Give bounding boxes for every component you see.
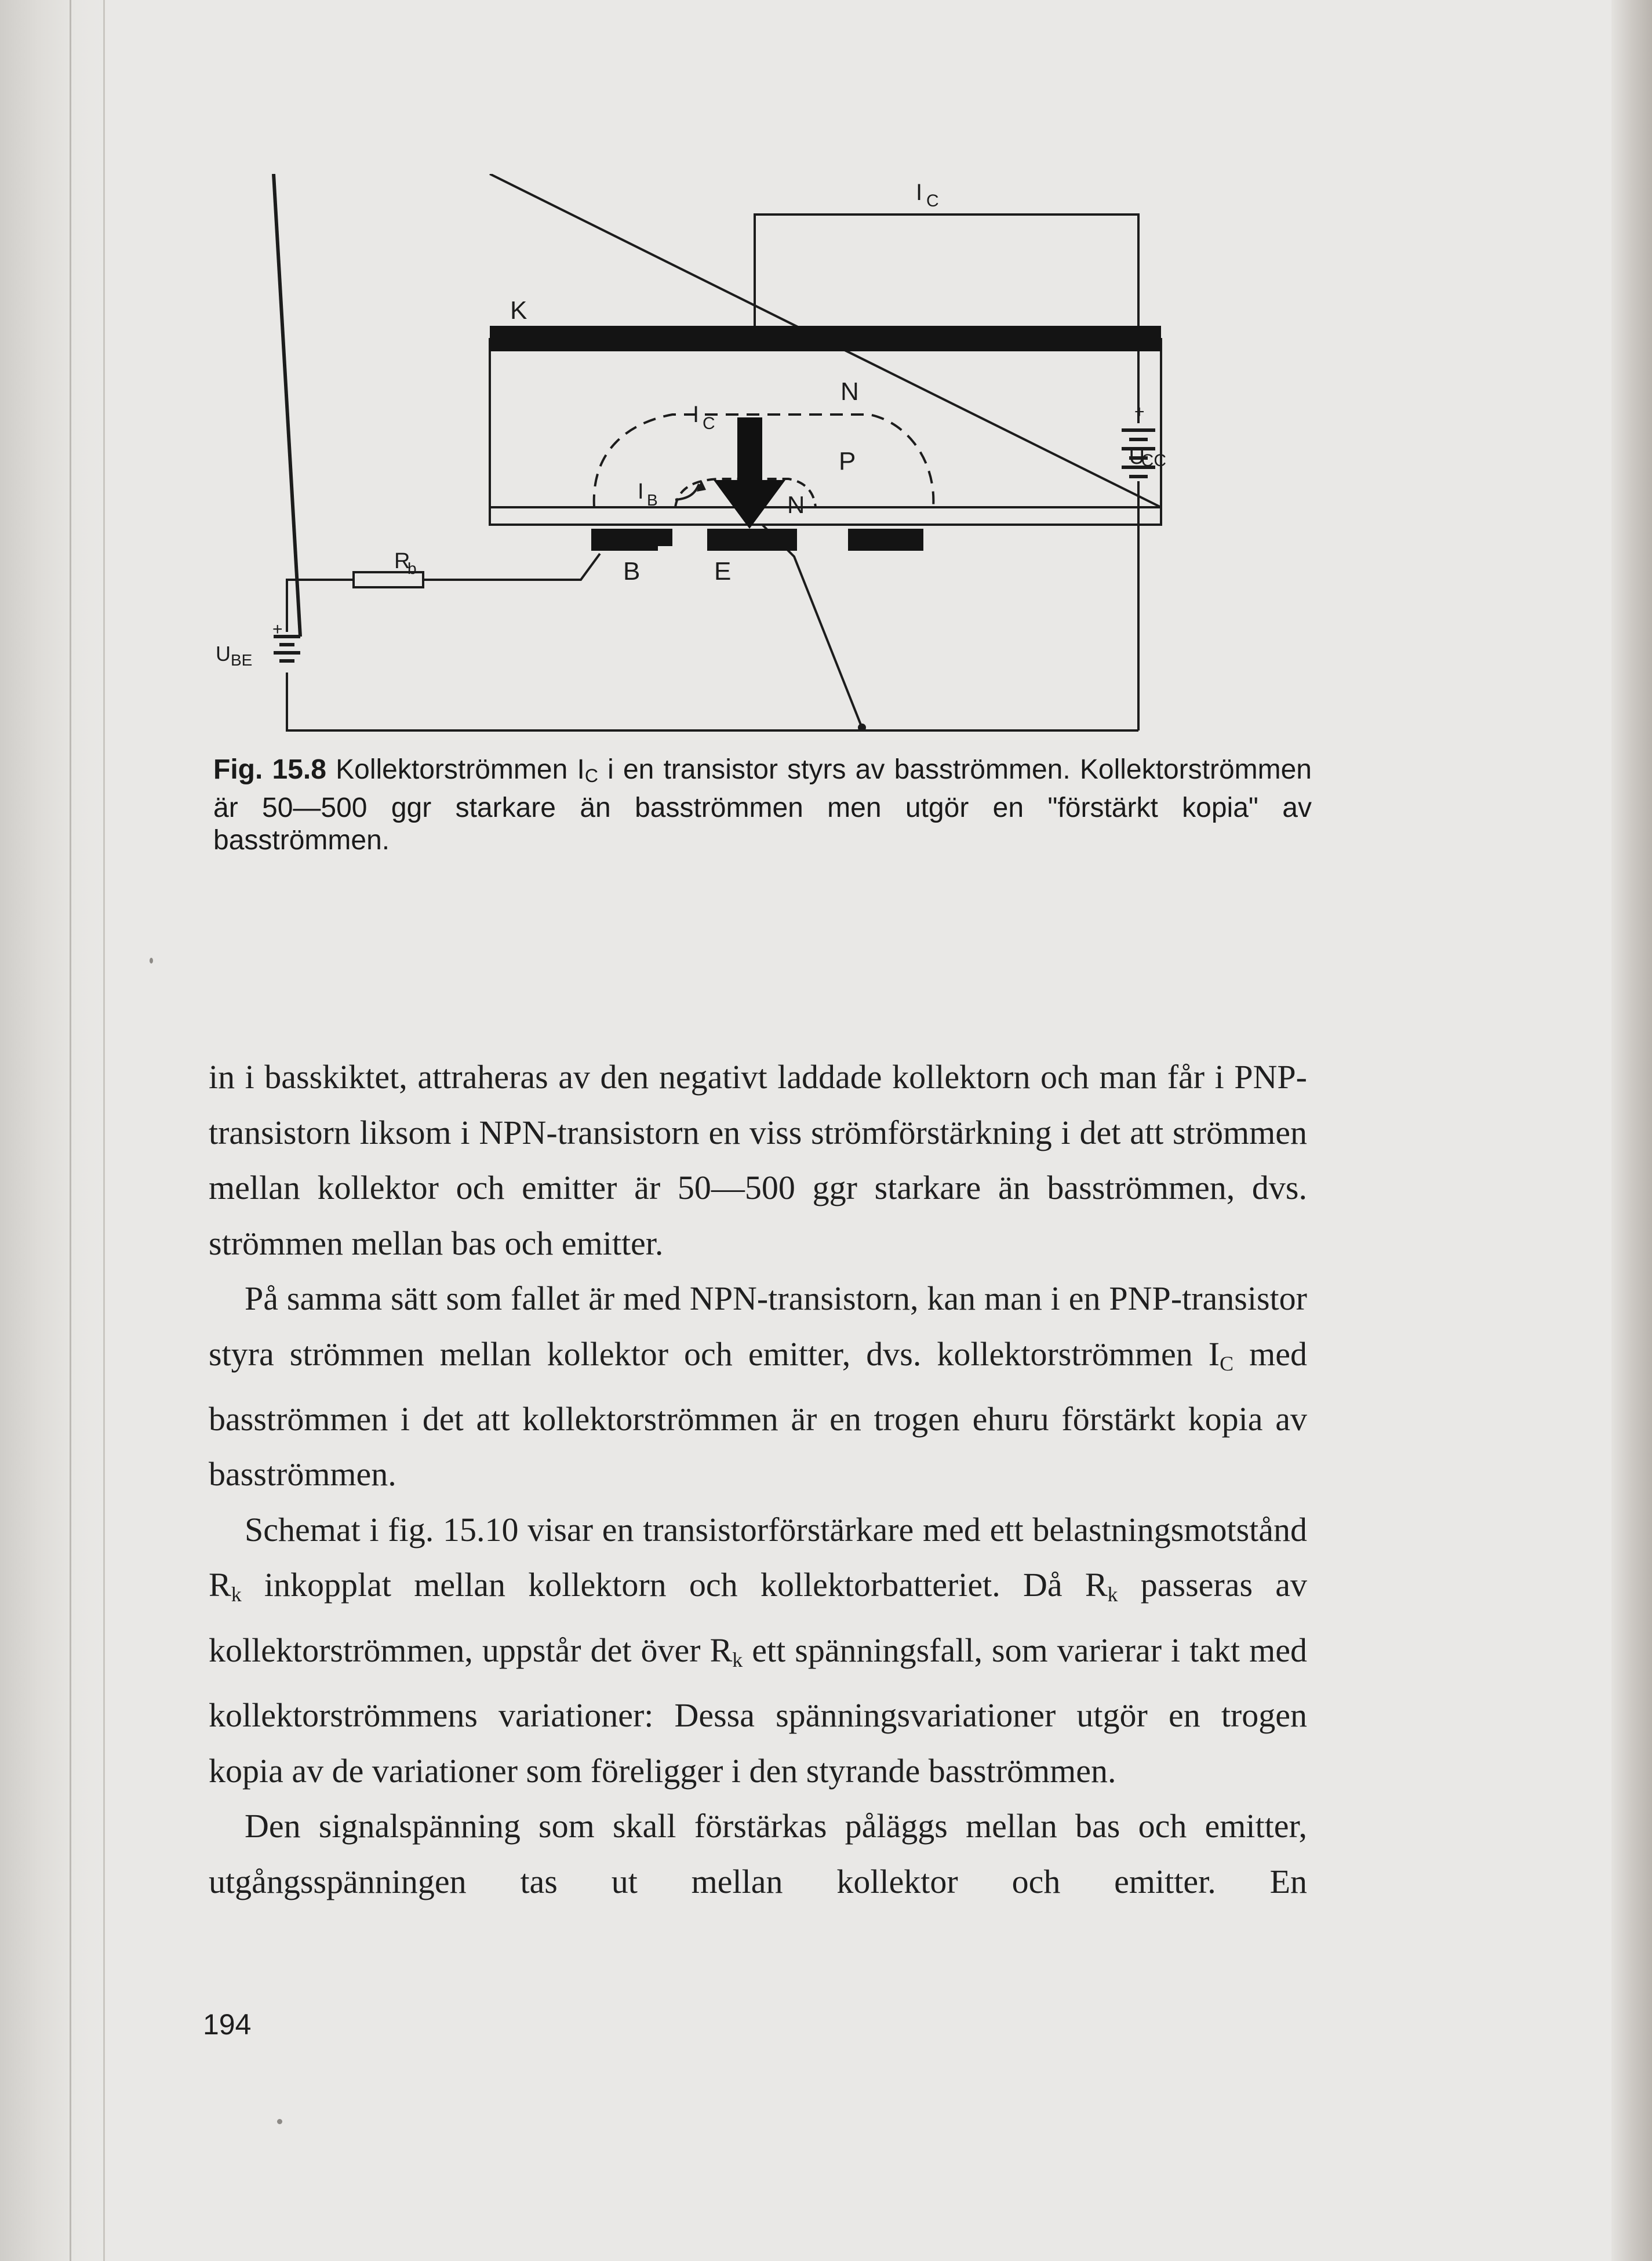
- gutter-line: [103, 0, 105, 2261]
- paragraph-3: Schemat i fig. 15.10 visar en transistorförstärkare med ett belastningsmotstånd $R_k$ inkopplat mellan kollektorn och kollektorbatteriet. Då $R_k$ passeras av kollektorströmmen, uppstår det över $R_k$ ett spänningsfall, som varierar i takt med kollektorströmmens variationer: Dessa spänningsvariationer utgör en trogen kopia av de variationer som föreligger i den styrande basströmmen.: [209, 1510, 1307, 1790]
- caption-text-cont: i en transistor styrs av basströmmen. Kollektorströmmen är 50—500 ggr starkare än basströmmen men utgör en "förstärkt kopia" av basströmmen.: [213, 754, 1312, 856]
- figure-number: Fig. 15.8: [213, 754, 326, 785]
- speck: [150, 958, 153, 964]
- label-ib: I: [638, 479, 644, 504]
- label-b: B: [623, 557, 641, 586]
- figure-caption: Fig. 15.8 Kollektorströmmen IC i en transistor styrs av basströmmen. Kollektorströmmen är 50—500 ggr starkare än basströmmen men utgör en "förstärkt kopia" av basströmmen.: [213, 754, 1312, 856]
- label-rb: R: [394, 549, 410, 573]
- paragraph-4: Den signalspänning som skall förstärkas påläggs mellan bas och emitter, utgångsspänningen tas ut mellan kollektor och emitter. En: [209, 1807, 1307, 1900]
- svg-text:CC: CC: [1141, 451, 1166, 470]
- bottom-wire: [287, 673, 1138, 730]
- label-e: E: [714, 557, 732, 586]
- svg-text:+: +: [1134, 402, 1145, 421]
- book-edge-right: [1611, 0, 1652, 2261]
- collector-wire: [755, 215, 1138, 423]
- collector-plate: [490, 326, 1161, 351]
- gutter-line: [70, 0, 71, 2261]
- label-ic-top: I: [916, 180, 923, 205]
- label-ube: U: [216, 642, 231, 666]
- paragraph-1: in i basskiktet, attraheras av den negativt laddade kollektorn och man får i PNP-transistorn liksom i NPN-transistorn en viss strömförstärkning i det att strömmen mellan kollektor och emitter är 50—500 ggr starkare än basströmmen, dvs. strömmen mellan bas och emitter.: [209, 1058, 1307, 1262]
- transistor-body: [490, 339, 1161, 525]
- body-text: [209, 1049, 1307, 1909]
- label-k: K: [510, 296, 527, 325]
- label-ic-mid: I: [693, 402, 700, 427]
- label-n-emitter: N: [787, 491, 805, 518]
- svg-text:B: B: [647, 491, 658, 509]
- page-number: 194: [203, 2008, 252, 2041]
- paragraph-2: På samma sätt som fallet är med NPN-transistorn, kan man i en PNP-transistor styra strömmen mellan kollektor och emitter, dvs. kollektorströmmen $I_C$ med basströmmen i det att kollektorströmmen är en trogen ehuru förstärkt kopia av basströmmen.: [209, 1279, 1307, 1493]
- speck: [277, 2119, 282, 2124]
- electron-flow-arrow: [714, 417, 785, 529]
- svg-text:C: C: [703, 414, 715, 433]
- caption-text: Kollektorströmmen I: [336, 754, 585, 785]
- label-n-top: N: [840, 377, 859, 406]
- book-gutter: [0, 0, 110, 2261]
- label-ucc: U: [1129, 445, 1145, 469]
- svg-text:BE: BE: [231, 651, 253, 669]
- emitter-electrode: [707, 529, 797, 551]
- svg-text:b: b: [407, 559, 417, 577]
- svg-text:+: +: [272, 620, 283, 639]
- emitter-lead: [762, 525, 862, 728]
- label-p: P: [839, 447, 856, 475]
- transistor-diagram: [209, 174, 1171, 742]
- base-wire: [424, 554, 600, 580]
- svg-text:C: C: [926, 191, 939, 210]
